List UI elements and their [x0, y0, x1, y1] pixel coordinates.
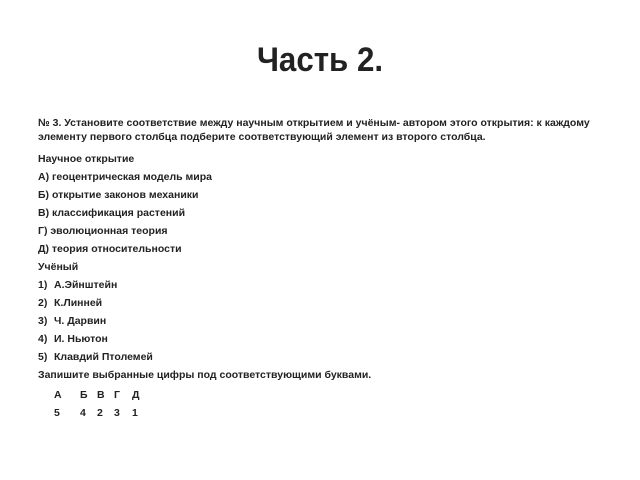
answer-value: 4 — [80, 407, 86, 419]
answer-value: 2 — [97, 407, 103, 419]
discoveries-heading: Научное открытие — [38, 153, 135, 165]
answer-value: 3 — [114, 407, 120, 419]
task-statement: № 3. Установите соответствие между научным открытием и учёным- автором этого открытия: к каждому элементу первого столбца подберите соответствующий элемент из второго столбца. — [38, 117, 590, 143]
scientist-number: 5) — [38, 351, 48, 363]
answer-letter: Б — [80, 389, 88, 401]
scientist-number: 1) — [38, 279, 48, 291]
answer-letter: Д — [132, 389, 140, 401]
scientist-name: Клавдий Птолемей — [54, 351, 153, 363]
answer-values-row — [54, 404, 152, 422]
instruction: Запишите выбранные цифры под соответствующими буквами. — [38, 369, 372, 381]
scientist-item — [38, 330, 608, 348]
answer-value: 5 — [54, 407, 60, 419]
answer-table — [54, 386, 152, 422]
scientist-name: И. Ньютон — [54, 333, 108, 345]
answer-value: 1 — [132, 407, 138, 419]
scientist-item — [38, 312, 608, 330]
discovery-item: Б) открытие законов механики — [38, 189, 199, 201]
answer-letter: Г — [114, 389, 120, 401]
scientists-heading: Учёный — [38, 261, 79, 273]
discovery-item: В) классификация растений — [38, 207, 186, 219]
page-title: Часть 2. — [256, 41, 384, 79]
scientist-number: 2) — [38, 297, 48, 309]
scientist-name: К.Линней — [54, 297, 103, 309]
answer-letter: В — [97, 389, 105, 401]
scientist-name: А.Эйнштейн — [54, 279, 118, 291]
scientist-item — [38, 348, 608, 366]
scientist-number: 4) — [38, 333, 48, 345]
answer-letters-row — [54, 386, 152, 404]
task-content — [38, 116, 608, 422]
scientist-item — [38, 294, 608, 312]
discovery-item: А) геоцентрическая модель мира — [38, 171, 212, 183]
answer-letter: А — [54, 389, 62, 401]
discovery-item: Д) теория относительности — [38, 243, 182, 255]
scientist-name: Ч. Дарвин — [54, 315, 107, 327]
scientist-number: 3) — [38, 315, 48, 327]
scientist-item — [38, 276, 608, 294]
discovery-item: Г) эволюционная теория — [38, 225, 168, 237]
